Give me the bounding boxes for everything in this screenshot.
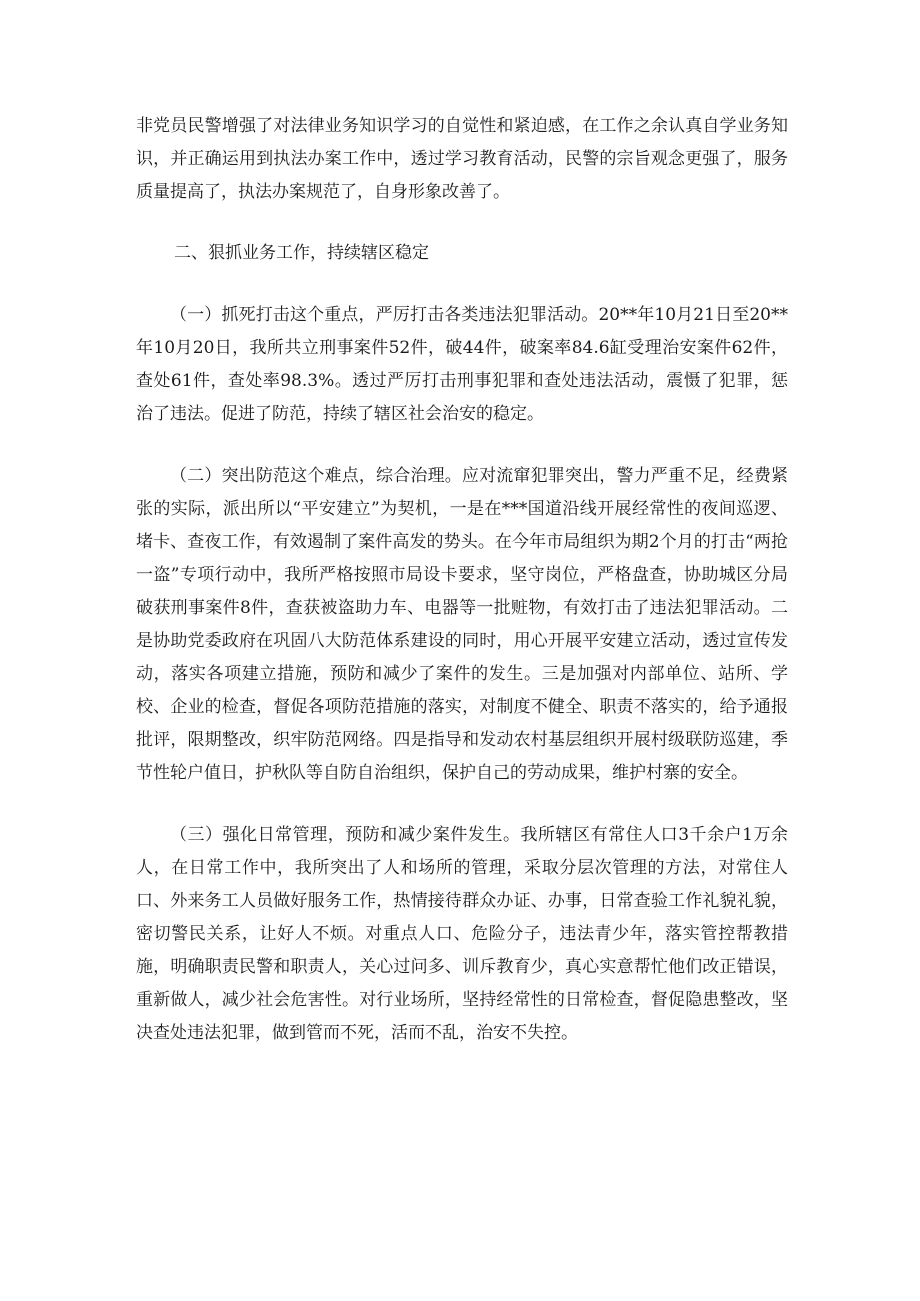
document-body (136, 110, 788, 1050)
paragraph-prevention: （二）突出防范这个难点，综合治理。应对流窜犯罪突出，警力严重不足，经费紧张的实际，派出所以“平安建立”为契机，一是在***国道沿线开展经常性的夜间巡逻、堵卡、查夜工作，有效遏制了案件高发的势头。在今年市局组织为期2个月的打击“两抢一盗”专项行动中，我所严格按照市局设卡要求，坚守岗位，严格盘查，协助城区分局破获刑事案件8件，查获被盗助力车、电器等一批赃物，有效打击了违法犯罪活动。二是协助党委政府在巩固八大防范体系建设的同时，用心开展平安建立活动，透过宣传发动，落实各项建立措施，预防和减少了案件的发生。三是加强对内部单位、站所、学校、企业的检查，督促各项防范措施的落实，对制度不健全、职责不落实的，给予通报批评，限期整改，织牢防范网络。四是指导和发动农村基层组织开展村级联防巡建，季节性轮户值日，护秋队等自防自治组织，保护自己的劳动成果，维护村寨的安全。 (136, 466, 788, 783)
paragraph-continuation: 非党员民警增强了对法律业务知识学习的自觉性和紧迫感，在工作之余认真自学业务知识，并正确运用到执法办案工作中，透过学习教育活动，民警的宗旨观念更强了，服务质量提高了，执法办案规范了，自身形象改善了。 (136, 116, 788, 202)
paragraph-crime-strike: （一）抓死打击这个重点，严厉打击各类违法犯罪活动。20**年10月21日至20**年10月20日，我所共立刑事案件52件，破44件，破案率84.6缸受理治安案件62件，查处61件，查处率98.3%。透过严厉打击刑事犯罪和查处违法活动，震慑了犯罪，惩治了违法。促进了防范，持续了辖区社会治安的稳定。 (136, 305, 788, 424)
paragraph-daily-management: （三）强化日常管理，预防和减少案件发生。我所辖区有常住人口3千余户1万余人，在日常工作中，我所突出了人和场所的管理，采取分层次管理的方法，对常住人口、外来务工人员做好服务工作，热情接待群众办证、办事，日常查验工作礼貌礼貌，密切警民关系，让好人不烦。对重点人口、危险分子，违法青少年，落实管控帮教措施，明确职责民警和职责人，关心过问多、训斥教育少，真心实意帮忙他们改正错误，重新做人，减少社会危害性。对行业场所，坚持经常性的日常检查，督促隐患整改，坚决查处违法犯罪，做到管而不死，活而不乱，治安不失控。 (136, 825, 788, 1043)
section-heading: 二、狠抓业务工作，持续辖区稳定 (174, 243, 429, 263)
